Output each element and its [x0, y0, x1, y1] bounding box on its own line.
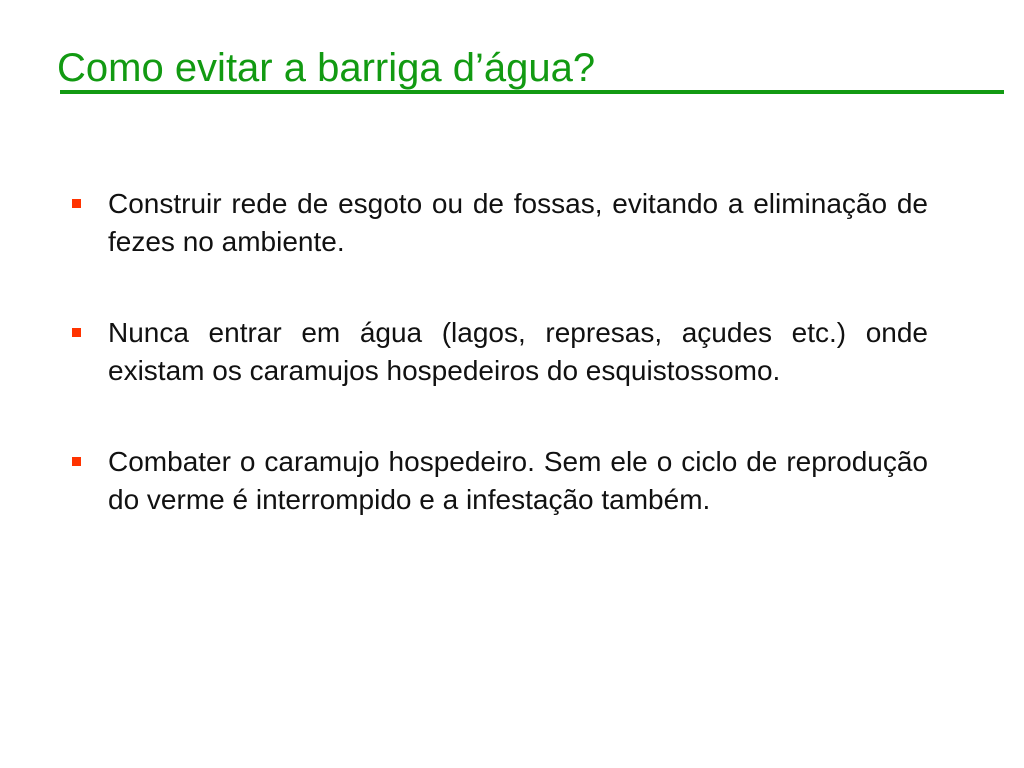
square-bullet-icon: [72, 328, 81, 337]
slide-title: Como evitar a barriga d’água?: [57, 46, 596, 90]
bullet-text: Nunca entrar em água (lagos, represas, açudes etc.) onde existam os caramujos hospedeiros do esquistossomo.: [108, 317, 928, 386]
square-bullet-icon: [72, 199, 81, 208]
bullet-item: [72, 314, 928, 390]
bullet-item: [72, 443, 928, 519]
square-bullet-icon: [72, 457, 81, 466]
bullet-text: Construir rede de esgoto ou de fossas, evitando a eliminação de fezes no ambiente.: [108, 188, 928, 257]
title-underline: [60, 90, 1004, 94]
bullet-text: Combater o caramujo hospedeiro. Sem ele o ciclo de reprodução do verme é interrompido e a infestação também.: [108, 446, 928, 515]
bullet-list: [72, 185, 928, 572]
bullet-item: [72, 185, 928, 261]
